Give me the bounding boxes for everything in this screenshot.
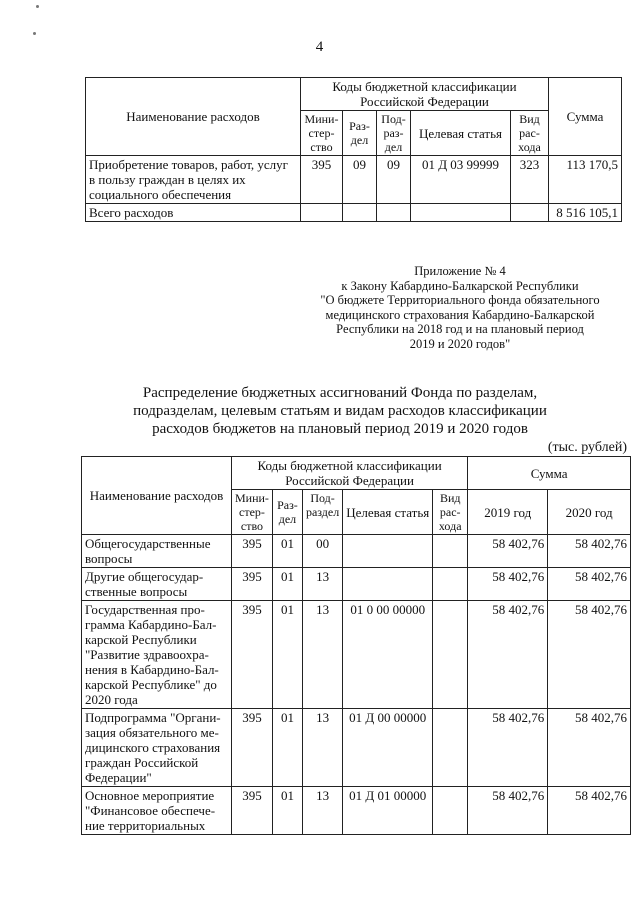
scan-speck [33, 32, 36, 35]
header-codes: Коды бюджетной классификации Российской Федерации [301, 78, 549, 111]
table-row [86, 156, 622, 204]
row-2019: 58 402,76 [468, 535, 548, 568]
appendix-line: Республики на 2018 год и на плановый период [336, 322, 584, 336]
appendix-note [295, 264, 625, 351]
row-2020: 58 402,76 [548, 568, 631, 601]
allocation-table [81, 456, 631, 835]
header-type: Вид рас-хода [511, 111, 549, 156]
table-row [82, 568, 631, 601]
row-section: 01 [272, 709, 302, 787]
row-name: Приобретение товаров, работ, услуг в пользу граждан в целях их социального обеспечения [86, 156, 301, 204]
row-2019: 58 402,76 [468, 601, 548, 709]
table-row [82, 601, 631, 709]
row-section: 01 [272, 787, 302, 835]
row-2019: 58 402,76 [468, 709, 548, 787]
row-type [433, 535, 468, 568]
appendix-line: "О бюджете Территориального фонда обязательного [320, 293, 600, 307]
row-subsection: 13 [302, 568, 342, 601]
row-2019: 58 402,76 [468, 787, 548, 835]
header-name: Наименование расходов [82, 457, 232, 535]
row-section: 01 [272, 601, 302, 709]
header-section: Раз-дел [272, 490, 302, 535]
header-target: Целевая статья [411, 111, 511, 156]
table-header-row [86, 78, 622, 111]
row-ministry: 395 [301, 156, 343, 204]
header-2019: 2019 год [468, 490, 548, 535]
total-label: Всего расходов [86, 204, 301, 222]
row-ministry: 395 [232, 535, 273, 568]
row-2019: 58 402,76 [468, 568, 548, 601]
row-target [343, 535, 433, 568]
appendix-line: медицинского страхования Кабардино-Балкарской [325, 307, 595, 322]
header-type: Вид рас-хода [433, 490, 468, 535]
heading-line: Распределение бюджетных ассигнований Фонда по разделам, [142, 385, 538, 401]
scan-speck [36, 5, 39, 8]
expense-table-continued [85, 77, 622, 222]
row-target: 01 0 00 00000 [343, 601, 433, 709]
row-subsection: 13 [302, 787, 342, 835]
row-section: 01 [272, 535, 302, 568]
appendix-line: Приложение № 4 [414, 264, 506, 278]
header-subsection: Под-раздел [302, 490, 342, 535]
table-row [82, 535, 631, 568]
header-2020: 2020 год [548, 490, 631, 535]
row-type [433, 568, 468, 601]
row-sum: 113 170,5 [549, 156, 622, 204]
row-ministry: 395 [232, 601, 273, 709]
header-sum: Сумма [468, 457, 631, 490]
header-sum: Сумма [549, 78, 622, 156]
row-ministry: 395 [232, 709, 273, 787]
row-2020: 58 402,76 [548, 787, 631, 835]
row-target: 01 Д 00 00000 [343, 709, 433, 787]
total-sum: 8 516 105,1 [549, 204, 622, 222]
row-target: 01 Д 03 99999 [411, 156, 511, 204]
header-name: Наименование расходов [86, 78, 301, 156]
row-name: Государственная про-грамма Кабардино-Бал-карской Республики "Развитие здравоохра-нения в Кабардино-Бал-карской Республике" до 2020 года [82, 601, 232, 709]
row-type [433, 601, 468, 709]
appendix-line: к Закону Кабардино-Балкарской Республики [341, 278, 579, 293]
table-row [82, 787, 631, 835]
heading-line: подразделам, целевым статьям и видам расходов классификации [133, 403, 547, 419]
row-name: Общегосударственные вопросы [82, 535, 232, 568]
header-codes: Коды бюджетной классификации Российской Федерации [232, 457, 468, 490]
row-type: 323 [511, 156, 549, 204]
row-subsection: 00 [302, 535, 342, 568]
row-subsection: 13 [302, 709, 342, 787]
row-2020: 58 402,76 [548, 709, 631, 787]
row-name: Основное мероприятие "Финансовое обеспече-ние территориальных [82, 787, 232, 835]
units-label: (тыс. рублей) [547, 440, 627, 455]
row-subsection: 09 [377, 156, 411, 204]
header-target: Целевая статья [343, 490, 433, 535]
table-header-row [82, 457, 631, 490]
row-2020: 58 402,76 [548, 601, 631, 709]
row-name: Другие общегосудар-ственные вопросы [82, 568, 232, 601]
page-number: 4 [315, 39, 324, 55]
appendix-line: 2019 и 2020 годов" [409, 336, 511, 351]
row-2020: 58 402,76 [548, 535, 631, 568]
row-target: 01 Д 01 00000 [343, 787, 433, 835]
row-ministry: 395 [232, 568, 273, 601]
row-type [433, 709, 468, 787]
row-subsection: 13 [302, 601, 342, 709]
row-type [433, 787, 468, 835]
header-section: Раз-дел [343, 111, 377, 156]
section-heading [130, 384, 550, 438]
row-section: 01 [272, 568, 302, 601]
header-ministry: Мини-стер-ство [301, 111, 343, 156]
row-name: Подпрограмма "Органи-зация обязательного ме-дицинского страхования граждан Российской Федерации" [82, 709, 232, 787]
row-target [343, 568, 433, 601]
row-section: 09 [343, 156, 377, 204]
header-subsection: Под-раз-дел [377, 111, 411, 156]
heading-line: расходов бюджетов на плановый период 2019 и 2020 годов [152, 421, 528, 437]
total-row [86, 204, 622, 222]
row-ministry: 395 [232, 787, 273, 835]
header-ministry: Мини-стер-ство [232, 490, 273, 535]
table-row [82, 709, 631, 787]
